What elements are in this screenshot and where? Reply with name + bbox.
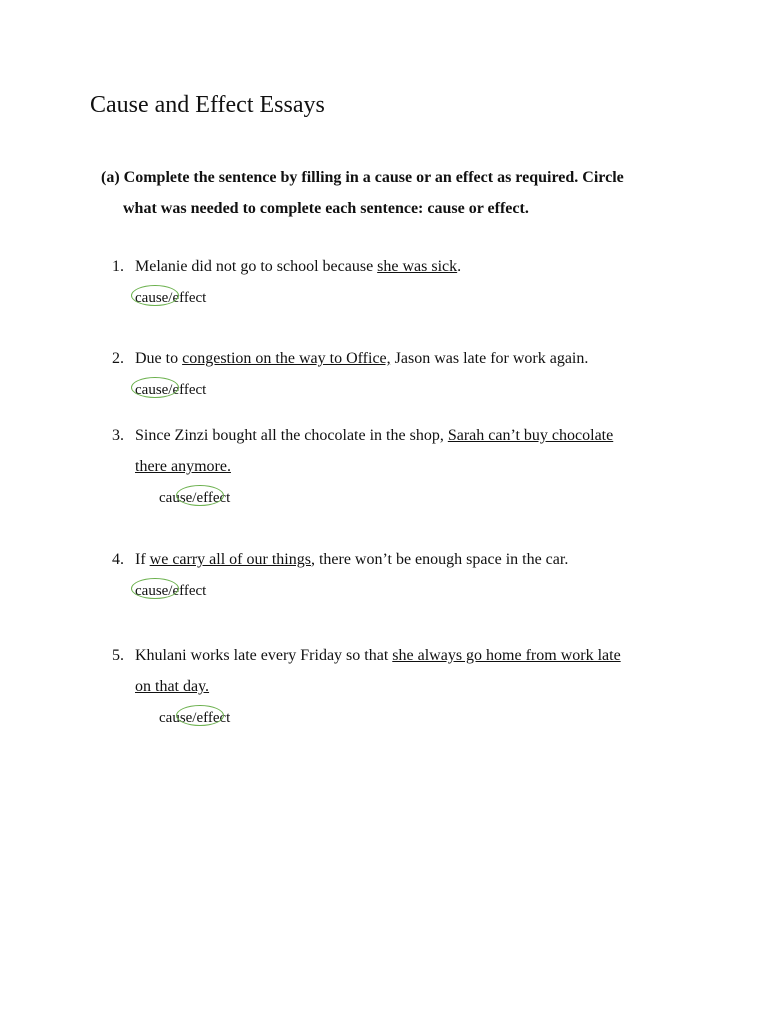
page-title: Cause and Effect Essays xyxy=(90,92,325,118)
cause-effect-choice xyxy=(135,581,206,601)
question-5 xyxy=(112,646,621,739)
choice-effect: effect xyxy=(172,583,207,599)
choice-cause: cause/ xyxy=(135,290,173,306)
instruction-line-1 xyxy=(101,162,701,193)
choice-cause: cause/ xyxy=(135,583,173,599)
question-3-text-continued xyxy=(112,457,613,488)
question-prompt: Khulani works late every Friday so that xyxy=(135,647,393,664)
cause-effect-choice xyxy=(135,288,206,308)
cause-effect-choice xyxy=(159,488,230,508)
question-suffix: . xyxy=(457,258,462,275)
question-answer-continued: there anymore. xyxy=(135,458,231,475)
question-2-choice xyxy=(112,380,588,411)
question-number: 3. xyxy=(112,427,124,444)
question-number: 2. xyxy=(112,350,124,367)
choice-effect: effect xyxy=(172,382,207,398)
question-number: 4. xyxy=(112,551,124,568)
question-suffix: Jason was late for work again. xyxy=(390,350,589,367)
question-prompt: Since Zinzi bought all the chocolate in the shop, xyxy=(135,427,448,444)
instruction-text-1: Complete the sentence by filling in a cause or an effect as required. Circle xyxy=(123,169,624,186)
question-number: 1. xyxy=(112,258,124,275)
question-2-text xyxy=(112,349,588,380)
question-3-text xyxy=(112,426,613,457)
question-5-choice xyxy=(112,708,621,739)
choice-effect: effect xyxy=(172,290,207,306)
instruction-line-2: what was needed to complete each sentence: cause or effect. xyxy=(123,200,529,217)
cause-effect-choice xyxy=(159,708,230,728)
question-1 xyxy=(112,257,461,319)
question-answer: congestion on the way to Office, xyxy=(182,350,391,367)
choice-effect: effect xyxy=(196,490,231,506)
question-4-choice xyxy=(112,581,568,612)
question-4 xyxy=(112,550,568,612)
question-4-text xyxy=(112,550,568,581)
question-1-choice xyxy=(112,288,461,319)
question-number: 5. xyxy=(112,647,124,664)
question-2 xyxy=(112,349,588,411)
question-prompt: Melanie did not go to school because xyxy=(135,258,378,275)
choice-cause: cause/ xyxy=(159,490,197,506)
cause-effect-choice xyxy=(135,380,206,400)
question-answer-continued: on that day. xyxy=(135,678,210,695)
choice-cause: cause/ xyxy=(159,710,197,726)
question-suffix: , there won’t be enough space in the car. xyxy=(310,551,569,568)
question-prompt: Due to xyxy=(135,350,183,367)
question-answer: she was sick xyxy=(377,258,458,275)
question-5-text xyxy=(112,646,621,677)
question-5-text-continued xyxy=(112,677,621,708)
question-prompt: If xyxy=(135,551,150,568)
instruction-block xyxy=(101,162,701,224)
choice-cause: cause/ xyxy=(135,382,173,398)
question-answer: she always go home from work late xyxy=(392,647,621,664)
question-3-choice xyxy=(112,488,613,519)
question-answer: we carry all of our things xyxy=(149,551,311,568)
question-3 xyxy=(112,426,613,519)
instruction-marker: (a) xyxy=(101,169,120,186)
choice-effect: effect xyxy=(196,710,231,726)
question-answer: Sarah can’t buy chocolate xyxy=(447,427,614,444)
question-1-text xyxy=(112,257,461,288)
